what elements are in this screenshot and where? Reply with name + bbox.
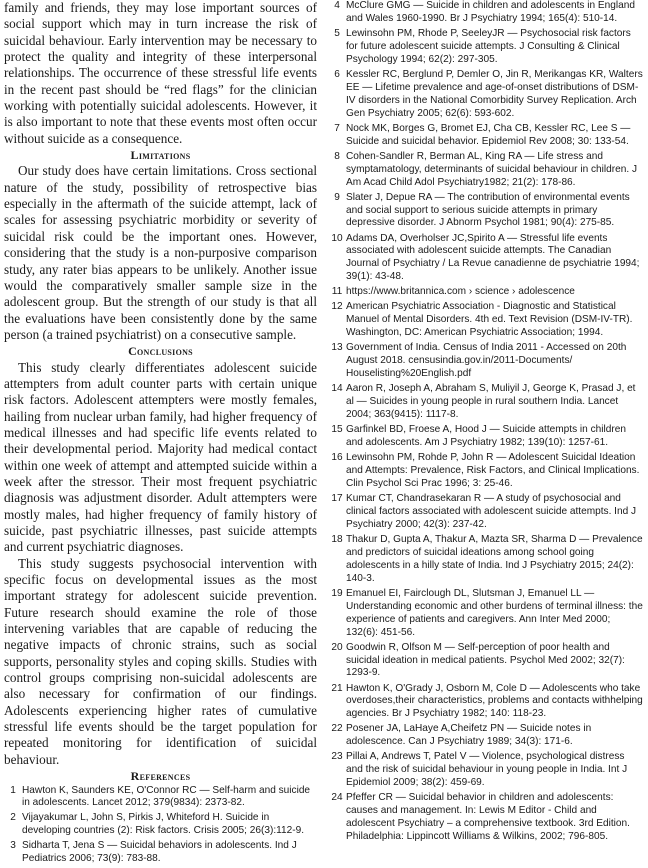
reference-list-left <box>4 785 317 866</box>
paragraph-conclusions: This study clearly differentiates adolescent suicide attempters from adult counter parts with certain unique risk factors. Adolescent attempters were mostly females, hailing from nuclear urban family, had higher frequency of medical illnesses and had specific life events related to their developmental period. Majority had medical contact within one week of attempt and attempted suicide within a week after the stressor. Their most frequent psychiatric diagnosis was adjustment disorder. Adult attempters were mostly males, had higher frequency of family history of suicide, past psychiatric illnesses, past suicide attempts and current psychiatric diagnoses. <box>4 359 317 555</box>
reference-item <box>328 233 644 285</box>
reference-text: American Psychiatric Association - Diagnostic and Statistical Manuel of Mental Disorders. 4th ed. Text Revision (DSM-IV-TR). Washington, DC: American Psychiatric Association; 1994. <box>346 301 633 339</box>
reference-item <box>328 342 644 381</box>
reference-item <box>328 792 644 844</box>
reference-number: 7 <box>334 122 340 134</box>
reference-item <box>328 534 644 586</box>
reference-text: Vijayakumar L, John S, Pirkis J, Whiteford H. Suicide in developing countries (2): Risk factors. Crisis 2005; 26(3):112-9. <box>22 812 305 837</box>
reference-number: 3 <box>10 840 16 852</box>
reference-number: 9 <box>334 191 340 203</box>
reference-text: Goodwin R, Olfson M — Self-perception of poor health and suicidal ideation in medical patients. Psychol Med 2002; 32(7): 1293-9. <box>346 641 625 679</box>
reference-number: 2 <box>10 812 16 824</box>
reference-number: 17 <box>331 493 343 505</box>
reference-number: 18 <box>331 533 343 545</box>
reference-item <box>328 301 644 340</box>
heading-references: References <box>130 769 191 784</box>
reference-number: 5 <box>334 28 340 39</box>
reference-number: 11 <box>331 286 343 298</box>
reference-number: 12 <box>331 301 343 313</box>
reference-text: Nock MK, Borges G, Bromet EJ, Cha CB, Kessler RC, Lee S — Suicide and suicidal behavior. Epidemiol Rev 2008; 30: 133-54. <box>346 122 631 147</box>
reference-item <box>328 0 644 26</box>
reference-text: Cohen-Sandler R, Berman AL, King RA — Life stress and symptamatology, determinants of suicidal behaviour in children. J Am Acad Child Adol Psychiatry1982; 21(2): 178-86. <box>346 150 637 188</box>
reference-item <box>328 286 644 299</box>
reference-text: Aaron R, Joseph A, Abraham S, Muliyil J, George K, Prasad J, et al — Suicides in young people in rural southern India. Lancet 2004; 363(9415): 1117-8. <box>346 383 636 421</box>
reference-number: 19 <box>331 587 343 599</box>
reference-item <box>328 123 644 149</box>
reference-text: Lewinsohn PM, Rhode P, SeeleyJR — Psychosocial risk factors for future adolescent suicide attempts. J Consulting & Clinical Psychology 1994; 62(2): 297-305. <box>346 28 631 65</box>
reference-number: 10 <box>331 232 343 244</box>
reference-number: 15 <box>331 424 343 436</box>
reference-item <box>4 785 317 811</box>
paragraph-limitations: Our study does have certain limitations. Cross sectional nature of the study, possibility of retrospective bias especially in the aftermath of the suicide attempt, lack of scales for assessing psychiatric morbidity or severity of suicidal risk could be the important ones. However, considering that the study is a non-purposive comparison study, any rater bias appears to be unlikely. Another issue would the comparatively smaller sample size in the adolescent group. But the strength of our study is that all the evaluations have been consistently done by the same person (a trained psychiatrist) on a consecutive sample. <box>4 163 317 342</box>
reference-number: 13 <box>331 342 343 354</box>
reference-number: 22 <box>331 723 343 735</box>
reference-text: McClure GMG — Suicide in children and adolescents in England and Wales 1960-1990. Br J Psychiatry 1994; 165(4): 510-14. <box>346 0 635 24</box>
reference-number: 21 <box>331 682 343 694</box>
reference-number: 24 <box>331 792 343 804</box>
reference-text: Hawton K, O'Grady J, Osborn M, Cole D — Adolescents who take overdoses,their characteristics, problems and contacts withhelping agencies. Br J Psychiatry 1982; 140: 118-23. <box>346 682 643 720</box>
reference-number: 20 <box>331 641 343 653</box>
reference-text: Thakur D, Gupta A, Thakur A, Mazta SR, Sharma D — Prevalence and predictors of suicidal ideations among school going adolescents in a hilly state of India. Ind J Psychiatry 2015; 24(2): 140-3. <box>346 533 643 584</box>
reference-list-right <box>328 0 644 846</box>
reference-item <box>328 493 644 532</box>
reference-item <box>328 751 644 790</box>
left-column <box>4 0 317 868</box>
reference-text: Slater J, Depue RA — The contribution of environmental events and social support to serious suicide attempts in primary depressive disorder. J Abnorm Psychol 1981; 90(4): 275-85. <box>346 191 630 229</box>
reference-number: 8 <box>334 150 340 162</box>
reference-item <box>328 28 644 67</box>
reference-item <box>328 151 644 190</box>
reference-text: Kessler RC, Berglund P, Demler O, Jin R, Merikangas KR, Walters EE — Lifetime prevalence and age-of-onset distributions of DSM-IV disorders in the National Comorbidity Survey Replication. Arch Gen Psychiatry 2005; 62(6): 593-602. <box>346 68 643 119</box>
reference-text: Posener JA, LaHaye A,Cheifetz PN — Suicide notes in adolescence. Can J Psychiatry 1989; 34(3): 171-6. <box>346 723 592 748</box>
reference-number: 1 <box>10 784 16 796</box>
reference-item <box>328 588 644 640</box>
reference-item <box>328 723 644 749</box>
reference-item <box>328 452 644 491</box>
reference-text: Sidharta T, Jena S — Suicidal behaviors in adolescents. Ind J Pediatrics 2006; 73(9): 783-88. <box>22 840 297 865</box>
heading-conclusions: Conclusions <box>128 344 193 359</box>
reference-number: 6 <box>334 68 340 80</box>
reference-number: 23 <box>331 751 343 763</box>
reference-item <box>328 642 644 681</box>
reference-number: 16 <box>331 452 343 464</box>
reference-item <box>4 812 317 838</box>
reference-item <box>328 69 644 121</box>
reference-text: Hawton K, Saunders KE, O'Connor RC — Self-harm and suicide in adolescents. Lancet 2012; 379(9834): 2373-82. <box>22 784 311 809</box>
reference-text: Emanuel EI, Fairclough DL, Slutsman J, Emanuel LL — Understanding economic and other burdens of terminal illness: the experience of patients and caregivers. Ann Inter Med 2000; 132(6): 451-56. <box>346 587 643 638</box>
reference-number: 14 <box>331 383 343 395</box>
reference-link[interactable]: https://www.britannica.com › science › adolescence <box>346 286 575 298</box>
reference-item <box>328 683 644 722</box>
heading-limitations: Limitations <box>130 148 191 163</box>
reference-text: Pfeffer CR — Suicidal behavior in children and adolescents: causes and management. In: Lewis M Editor - Child and adolescent Psychiatry – a comprehensive textbook. 3rd Edition. Philadelphia: Lippincott Williams & Wilkins, 2002; 796-805. <box>346 792 630 843</box>
paragraph-stressful-life-events: family and friends, they may lose important sources of social support which may in turn increase the risk of suicidal behaviour. Early intervention may be necessary to protect the quality and integrity of these interpersonal relationships. The occurrence of these stressful life events in the recent past should be “red flags” for the clinician working with potentially suicidal adolescents. However, it is also important to note that these events most often occur without suicide as a consequence. <box>4 0 317 146</box>
reference-item <box>328 192 644 231</box>
reference-item <box>328 424 644 450</box>
reference-text: Pillai A, Andrews T, Patel V — Violence, psychological distress and the risk of suicidal behaviour in young people in India. Int J Epidemiol 2009; 38(2): 459-69. <box>346 751 628 789</box>
reference-text: Garfinkel BD, Froese A, Hood J — Suicide attempts in children and adolescents. Am J Psychiatry 1982; 139(10): 1257-61. <box>346 424 626 449</box>
reference-item <box>328 383 644 422</box>
reference-item <box>4 840 317 866</box>
reference-number: 4 <box>334 0 340 11</box>
reference-text: Kumar CT, Chandrasekaran R — A study of psychosocial and clinical factors associated with adolescent suicide attempts. Ind J Psychiatry 2000; 42(3): 237-42. <box>346 493 637 530</box>
reference-text: Adams DA, Overholser JC,Spirito A — Stressful life events associated with adolescent suicide attempts. The Canadian Journal of Psychiatry / La Revue canadienne de psychiatrie 1994; 39(1): 43-48. <box>346 232 640 283</box>
paragraph-future-research: This study suggests psychosocial intervention with specific focus on developmental issues as the most important strategy for adolescent suicide prevention. Future research should examine the role of those intervening variables that are capable of reducing the negative impacts of chronic strains, such as social supports, personality styles and coping skills. Studies with control groups comprising non-suicidal adolescents are also necessary for confirmation of our findings. Adolescents experiencing higher rates of cumulative stressful life events should be the target population for repeated monitoring for identification of suicidal behaviour. <box>4 555 317 767</box>
reference-text: Lewinsohn PM, Rohde P, John R — Adolescent Suicidal Ideation and Attempts: Prevalence, Risk Factors, and Clinical Implications. Clin Psychol Sci Prac 1996; 3: 25-46. <box>346 452 640 489</box>
reference-text: Government of India. Census of India 2011 - Accessed on 20th August 2018. censusindia.gov.in/2011-Documents/ Houselisting%20English.pdf <box>346 342 627 380</box>
